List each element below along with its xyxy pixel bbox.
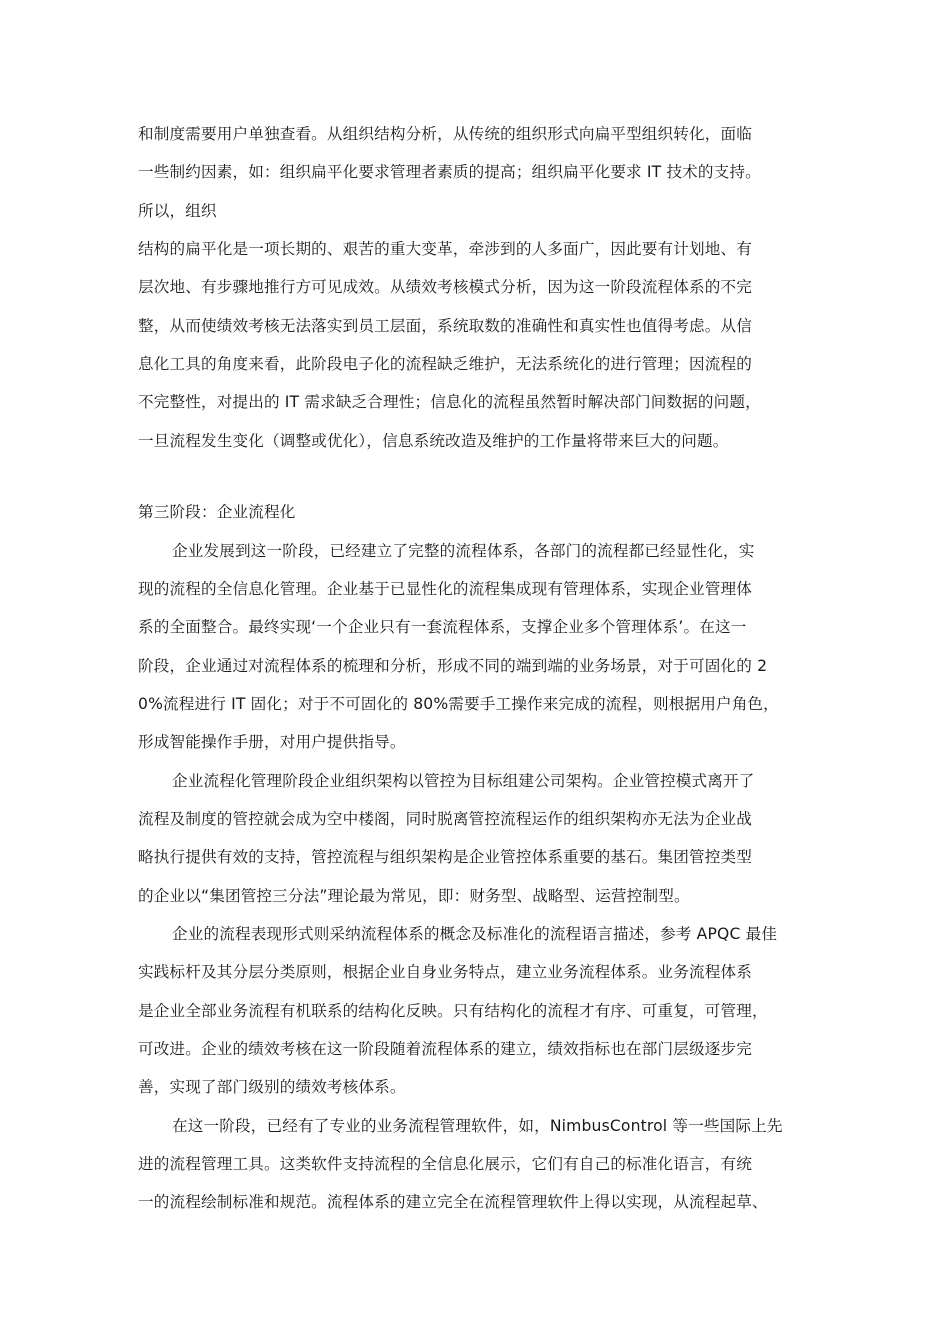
text-line: 略执行提供有效的支持，管控流程与组织架构是企业管控体系重要的基石。集团管控类型 [138,848,753,866]
text-line: 是企业全部业务流程有机联系的结构化反映。只有结构化的流程才有序、可重复，可管理， [138,1002,768,1020]
text-line: 的企业以“集团管控三分法”理论最为常见，即：财务型、战略型、运营控制型。 [138,887,690,905]
text-line: 阶段，企业通过对流程体系的梳理和分析，形成不同的端到端的业务场景，对于可固化的 2 [138,657,768,675]
text-line: 和制度需要用户单独查看。从组织结构分析，从传统的组织形式向扁平型组织转化，面临 [138,125,753,143]
text-line: 系的全面整合。最终实现‘一个企业只有一套流程体系，支撑企业多个管理体系’。在这一 [138,618,747,636]
text-line: 可改进。企业的绩效考核在这一阶段随着流程体系的建立，绩效指标也在部门层级逐步完 [138,1040,753,1058]
text-line: 形成智能操作手册，对用户提供指导。 [138,733,406,751]
text-line: 现的流程的全信息化管理。企业基于已显性化的流程集成现有管理体系，实现企业管理体 [138,580,753,598]
text-line: 流程及制度的管控就会成为空中楼阁，同时脱离管控流程运作的组织架构亦无法为企业战 [138,810,753,828]
text-line: 结构的扁平化是一项长期的、艰苦的重大变革，牵涉到的人多面广，因此要有计划地、有 [138,240,753,258]
text-line: 实践标杆及其分层分类原则，根据企业自身业务特点，建立业务流程体系。业务流程体系 [138,963,753,981]
text-line: 企业的流程表现形式则采纳流程体系的概念及标准化的流程语言描述，参考 APQC 最佳 [172,925,778,943]
text-line: 一旦流程发生变化（调整或优化），信息系统改造及维护的工作量将带来巨大的问题。 [138,432,729,450]
text-line: 整，从而使绩效考核无法落实到员工层面，系统取数的准确性和真实性也值得考虑。从信 [138,317,753,335]
text-line: 善，实现了部门级别的绩效考核体系。 [138,1078,406,1096]
text-line: 企业流程化管理阶段企业组织架构以管控为目标组建公司架构。企业管控模式离开了 [172,772,755,790]
text-line: 企业发展到这一阶段，已经建立了完整的流程体系，各部门的流程都已经显性化，实 [172,542,755,560]
section-heading: 第三阶段：企业流程化 [138,503,296,521]
text-line: 0%流程进行 IT 固化；对于不可固化的 80%需要手工操作来完成的流程，则根据用户角色， [138,695,779,713]
text-line: 一的流程绘制标准和规范。流程体系的建立完全在流程管理软件上得以实现，从流程起草、 [138,1193,768,1211]
text-line: 不完整性，对提出的 IT 需求缺乏合理性；信息化的流程虽然暂时解决部门间数据的问题， [138,393,761,411]
text-line: 一些制约因素，如：组织扁平化要求管理者素质的提高；组织扁平化要求 IT 技术的支持。 [138,163,761,181]
text-line: 息化工具的角度来看，此阶段电子化的流程缺乏维护，无法系统化的进行管理；因流程的 [138,355,753,373]
text-line: 在这一阶段，已经有了专业的业务流程管理软件，如，NimbusControl 等一些国际上先 [172,1117,783,1135]
text-line: 层次地、有步骤地推行方可见成效。从绩效考核模式分析，因为这一阶段流程体系的不完 [138,278,753,296]
text-line: 所以，组织 [138,202,217,220]
text-line: 进的流程管理工具。这类软件支持流程的全信息化展示，它们有自己的标准化语言，有统 [138,1155,753,1173]
